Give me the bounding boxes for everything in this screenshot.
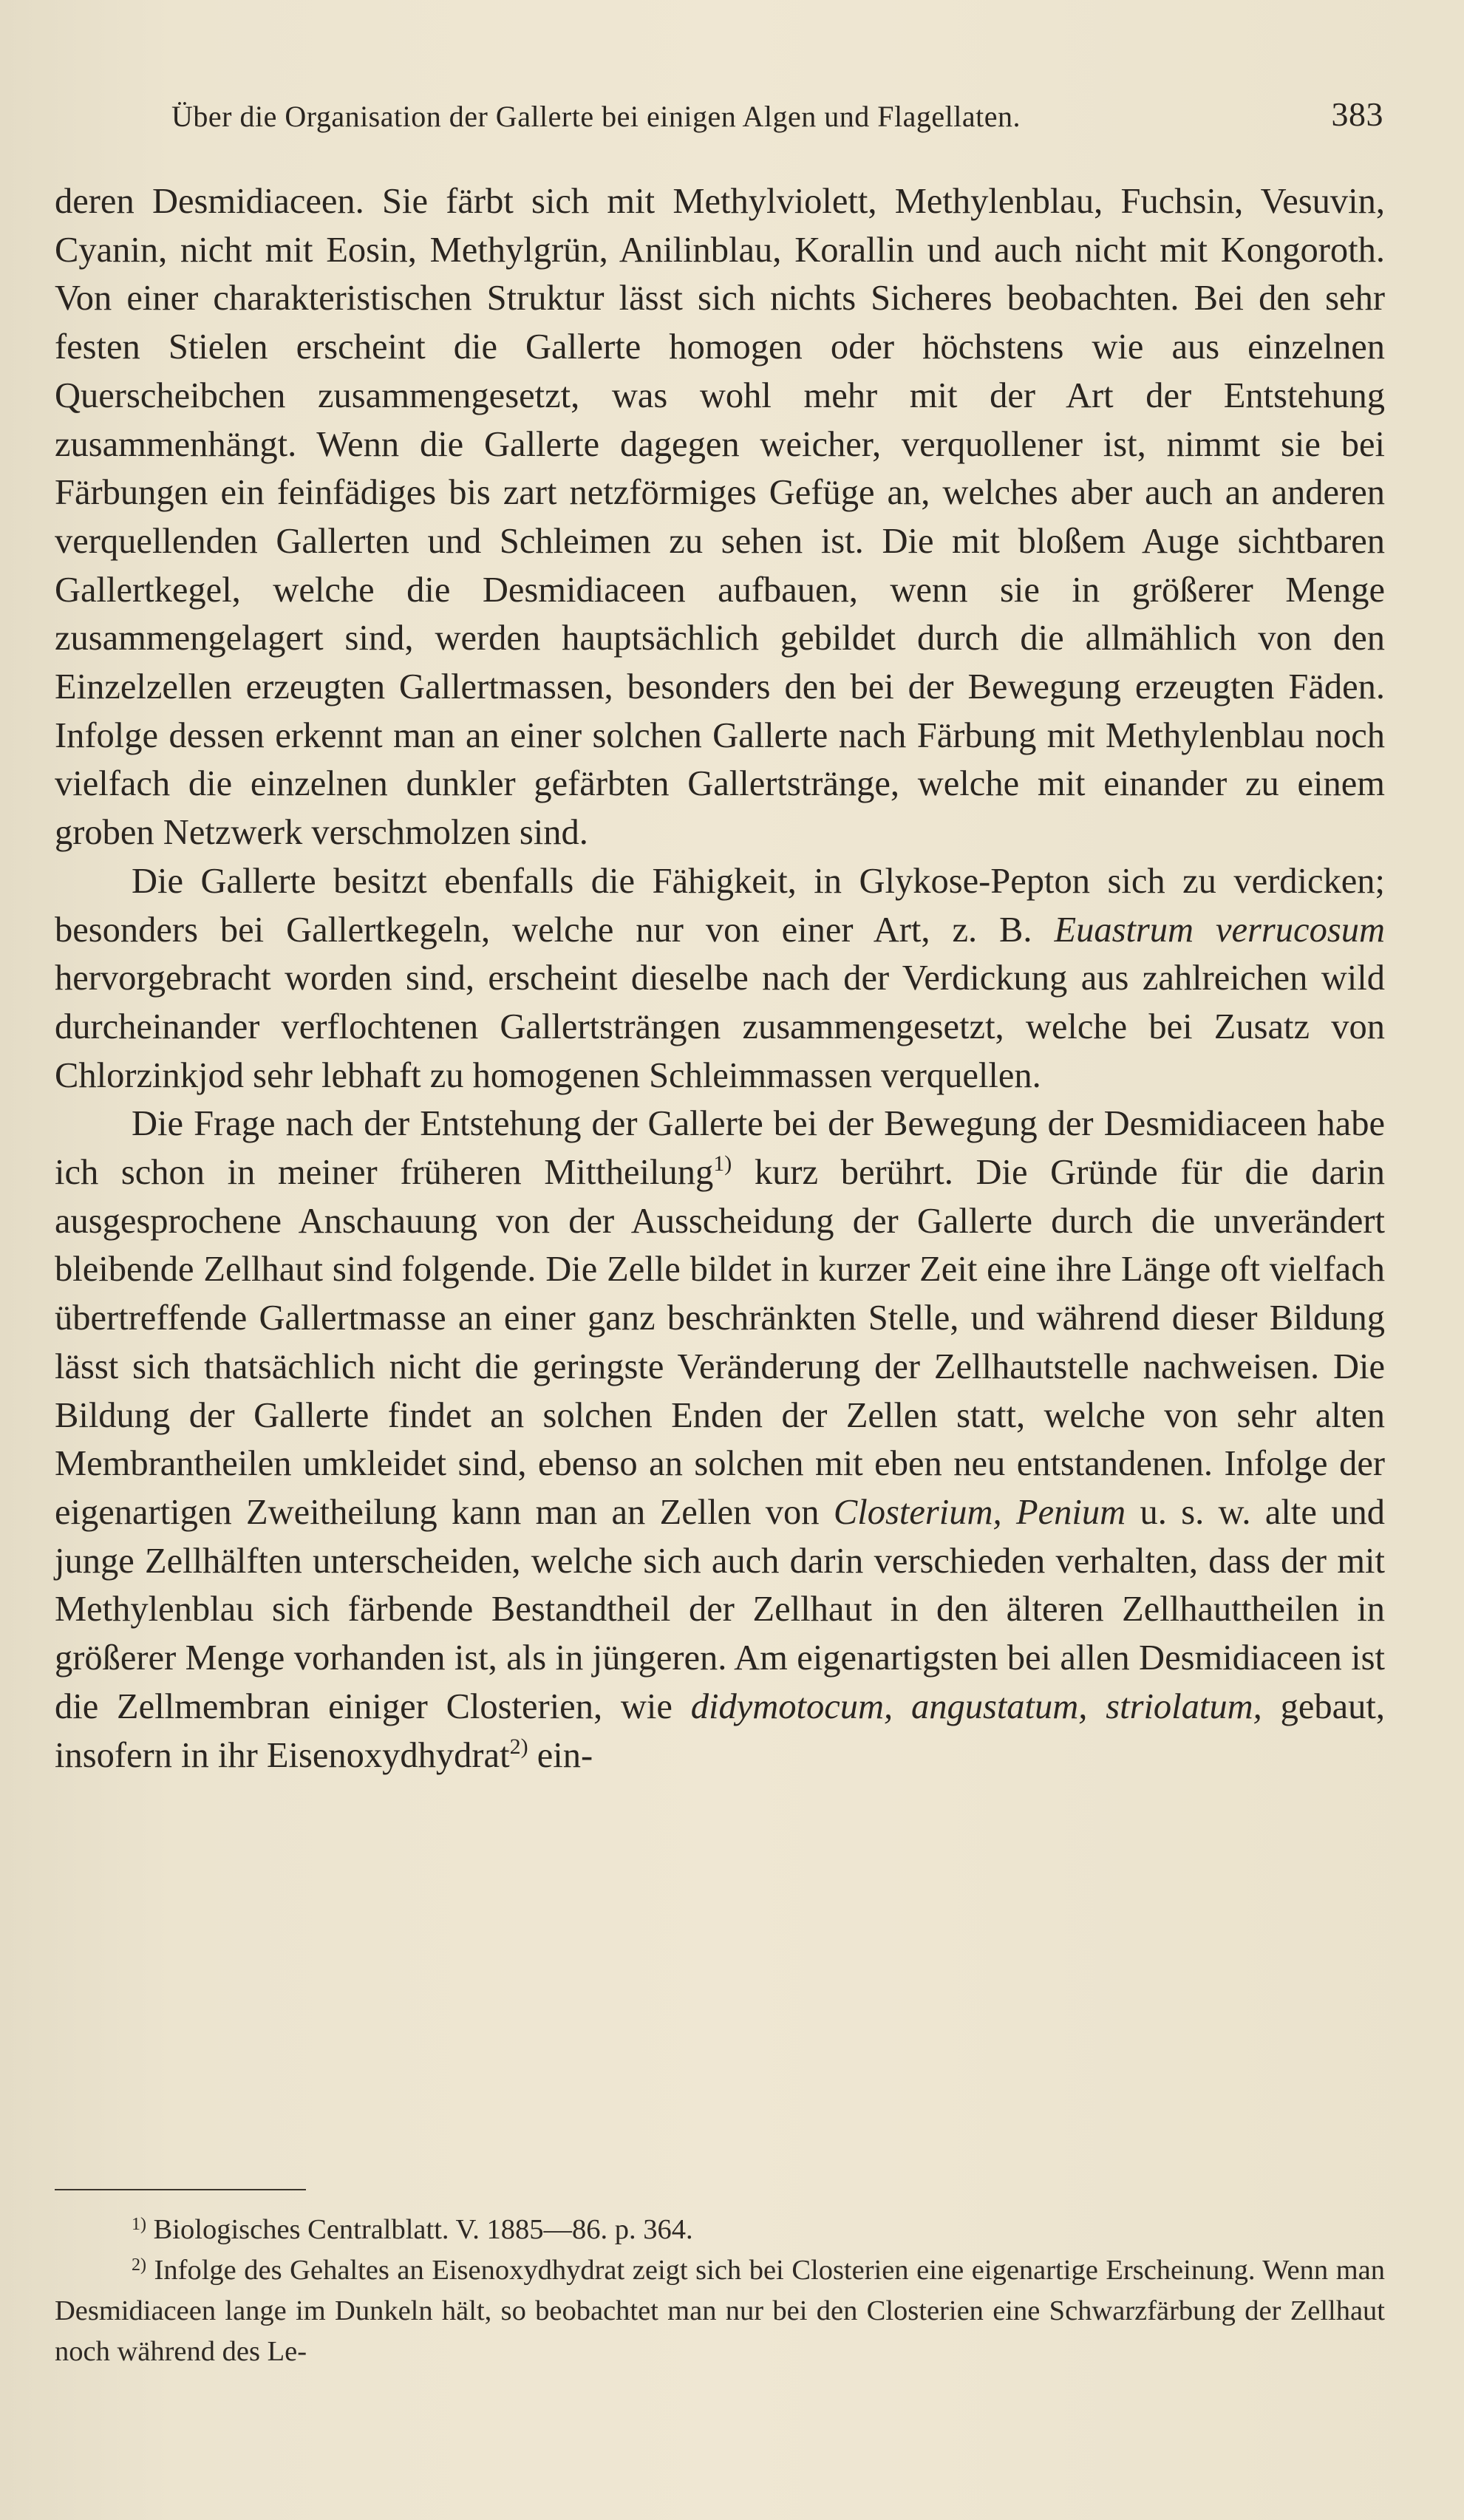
running-title: Über die Organisation der Gallerte bei einigen Algen und Flagellaten. xyxy=(171,100,1021,133)
footnote-marker: 1) xyxy=(132,2215,146,2234)
italic-run: Closterium, Penium xyxy=(833,1492,1126,1532)
footnote xyxy=(55,2210,1385,2250)
paragraph xyxy=(55,1100,1385,1780)
text-run: kurz berührt. Die Gründe für die darin ausgesprochene Anschauung von der Ausscheidung der Gallerte durch die unverändert bleibende Zellhaut sind folgende. Die Zelle bildet in kurzer Zeit eine ihre Länge oft vielfach übertreffende Gallertmasse an einer ganz beschränkten Stelle, und während dieser Bildung lässt sich thatsächlich nicht die geringste Veränderung der Zellhautstelle nachweisen. Die Bildung der Gallerte findet an solchen Enden der Zellen statt, welche von sehr alten Membrantheilen umkleidet sind, ebenso an solchen mit eben neu entstandenen. Infolge der eigenartigen Zweitheilung kann man an Zellen von xyxy=(55,1153,1385,1532)
text-run: Die Gallerte besitzt ebenfalls die Fähigkeit, in Glykose-Pepton sich zu verdicken; besonders bei Gallertkegeln, welche nur von einer Art, z. B. xyxy=(55,861,1385,950)
footnote-reference: 2) xyxy=(509,1734,528,1759)
footnote xyxy=(55,2250,1385,2372)
text-run: deren Desmidiaceen. Sie färbt sich mit Methylviolett, Methylenblau, Fuchsin, Vesuvin, Cyanin, nicht mit Eosin, Methylgrün, Anilinblau, Korallin und auch nicht mit Kongoroth. Von einer charakteristischen Struktur lässt sich nichts Sicheres beobachten. Bei den sehr festen Stielen erscheint die Gallerte homogen oder höchstens wie aus einzelnen Querscheibchen zusammengesetzt, was wohl mehr mit der Art der Entstehung zusammenhängt. Wenn die Gallerte dagegen weicher, verquollener ist, nimmt sie bei Färbungen ein feinfädiges bis zart netzförmiges Gefüge an, welches aber auch an anderen verquellenden Gallerten und Schleimen zu sehen ist. Die mit bloßem Auge sichtbaren Gallertkegel, welche die Desmidiaceen aufbauen, wenn sie in größerer Menge zusammengelagert sind, werden hauptsächlich gebildet durch die allmählich von den Einzelzellen erzeugten Gallertmassen, besonders den bei der Bewegung erzeugten Fäden. Infolge dessen erkennt man an einer solchen Gallerte nach Färbung mit Methylenblau noch vielfach die einzelnen dunkler gefärbten Gallertstränge, welche mit einander zu einem groben Netzwerk verschmolzen sind. xyxy=(55,182,1385,853)
footnote-text: Biologisches Centralblatt. V. 1885—86. p. 364. xyxy=(146,2214,693,2245)
italic-run: Euastrum verrucosum xyxy=(1054,910,1385,950)
footnote-text: Infolge des Gehaltes an Eisenoxydhydrat zeigt sich bei Closterien eine eigenartige Erscheinung. Wenn man Desmidiaceen lange im Dunkeln hält, so beobachtet man nur bei den Closterien eine Schwarzfärbung der Zellhaut noch während des Le- xyxy=(55,2255,1385,2367)
page-number: 383 xyxy=(1331,95,1383,133)
text-run: Die Frage nach der Entstehung der Gallerte bei der Bewegung der Desmidiaceen habe ich schon in meiner früheren Mittheilung xyxy=(55,1104,1385,1193)
text-run: ein- xyxy=(528,1735,593,1775)
text-run: u. s. w. alte und junge Zellhälften unterscheiden, welche sich auch darin verschieden verhalten, dass der mit Methylenblau sich färbende Bestandtheil der Zellhaut in den älteren Zellhauttheilen in größerer Menge vorhanden ist, als in jüngeren. Am eigenartigsten bei allen Desmidiaceen ist die Zellmembran einiger Closterien, wie xyxy=(55,1492,1385,1726)
footnote-reference: 1) xyxy=(713,1151,732,1176)
body-text xyxy=(55,177,1385,1780)
text-run: gebaut, insofern in ihr Eisenoxydhydrat xyxy=(55,1686,1386,1775)
text-run: hervorgebracht worden sind, erscheint dieselbe nach der Verdickung aus zahlreichen wild durcheinander verflochtenen Gallertsträngen zusammengesetzt, welche bei Zusatz von Chlorzinkjod sehr lebhaft zu homogenen Schleimmassen verquellen. xyxy=(55,958,1385,1095)
footnote-rule xyxy=(55,2189,306,2190)
running-head xyxy=(171,95,1383,139)
italic-run: didymotocum, angustatum, striolatum, xyxy=(690,1686,1262,1726)
footnotes xyxy=(55,2210,1385,2372)
paragraph xyxy=(55,857,1385,1100)
paragraph xyxy=(55,177,1385,857)
footnote-marker: 2) xyxy=(132,2255,146,2275)
